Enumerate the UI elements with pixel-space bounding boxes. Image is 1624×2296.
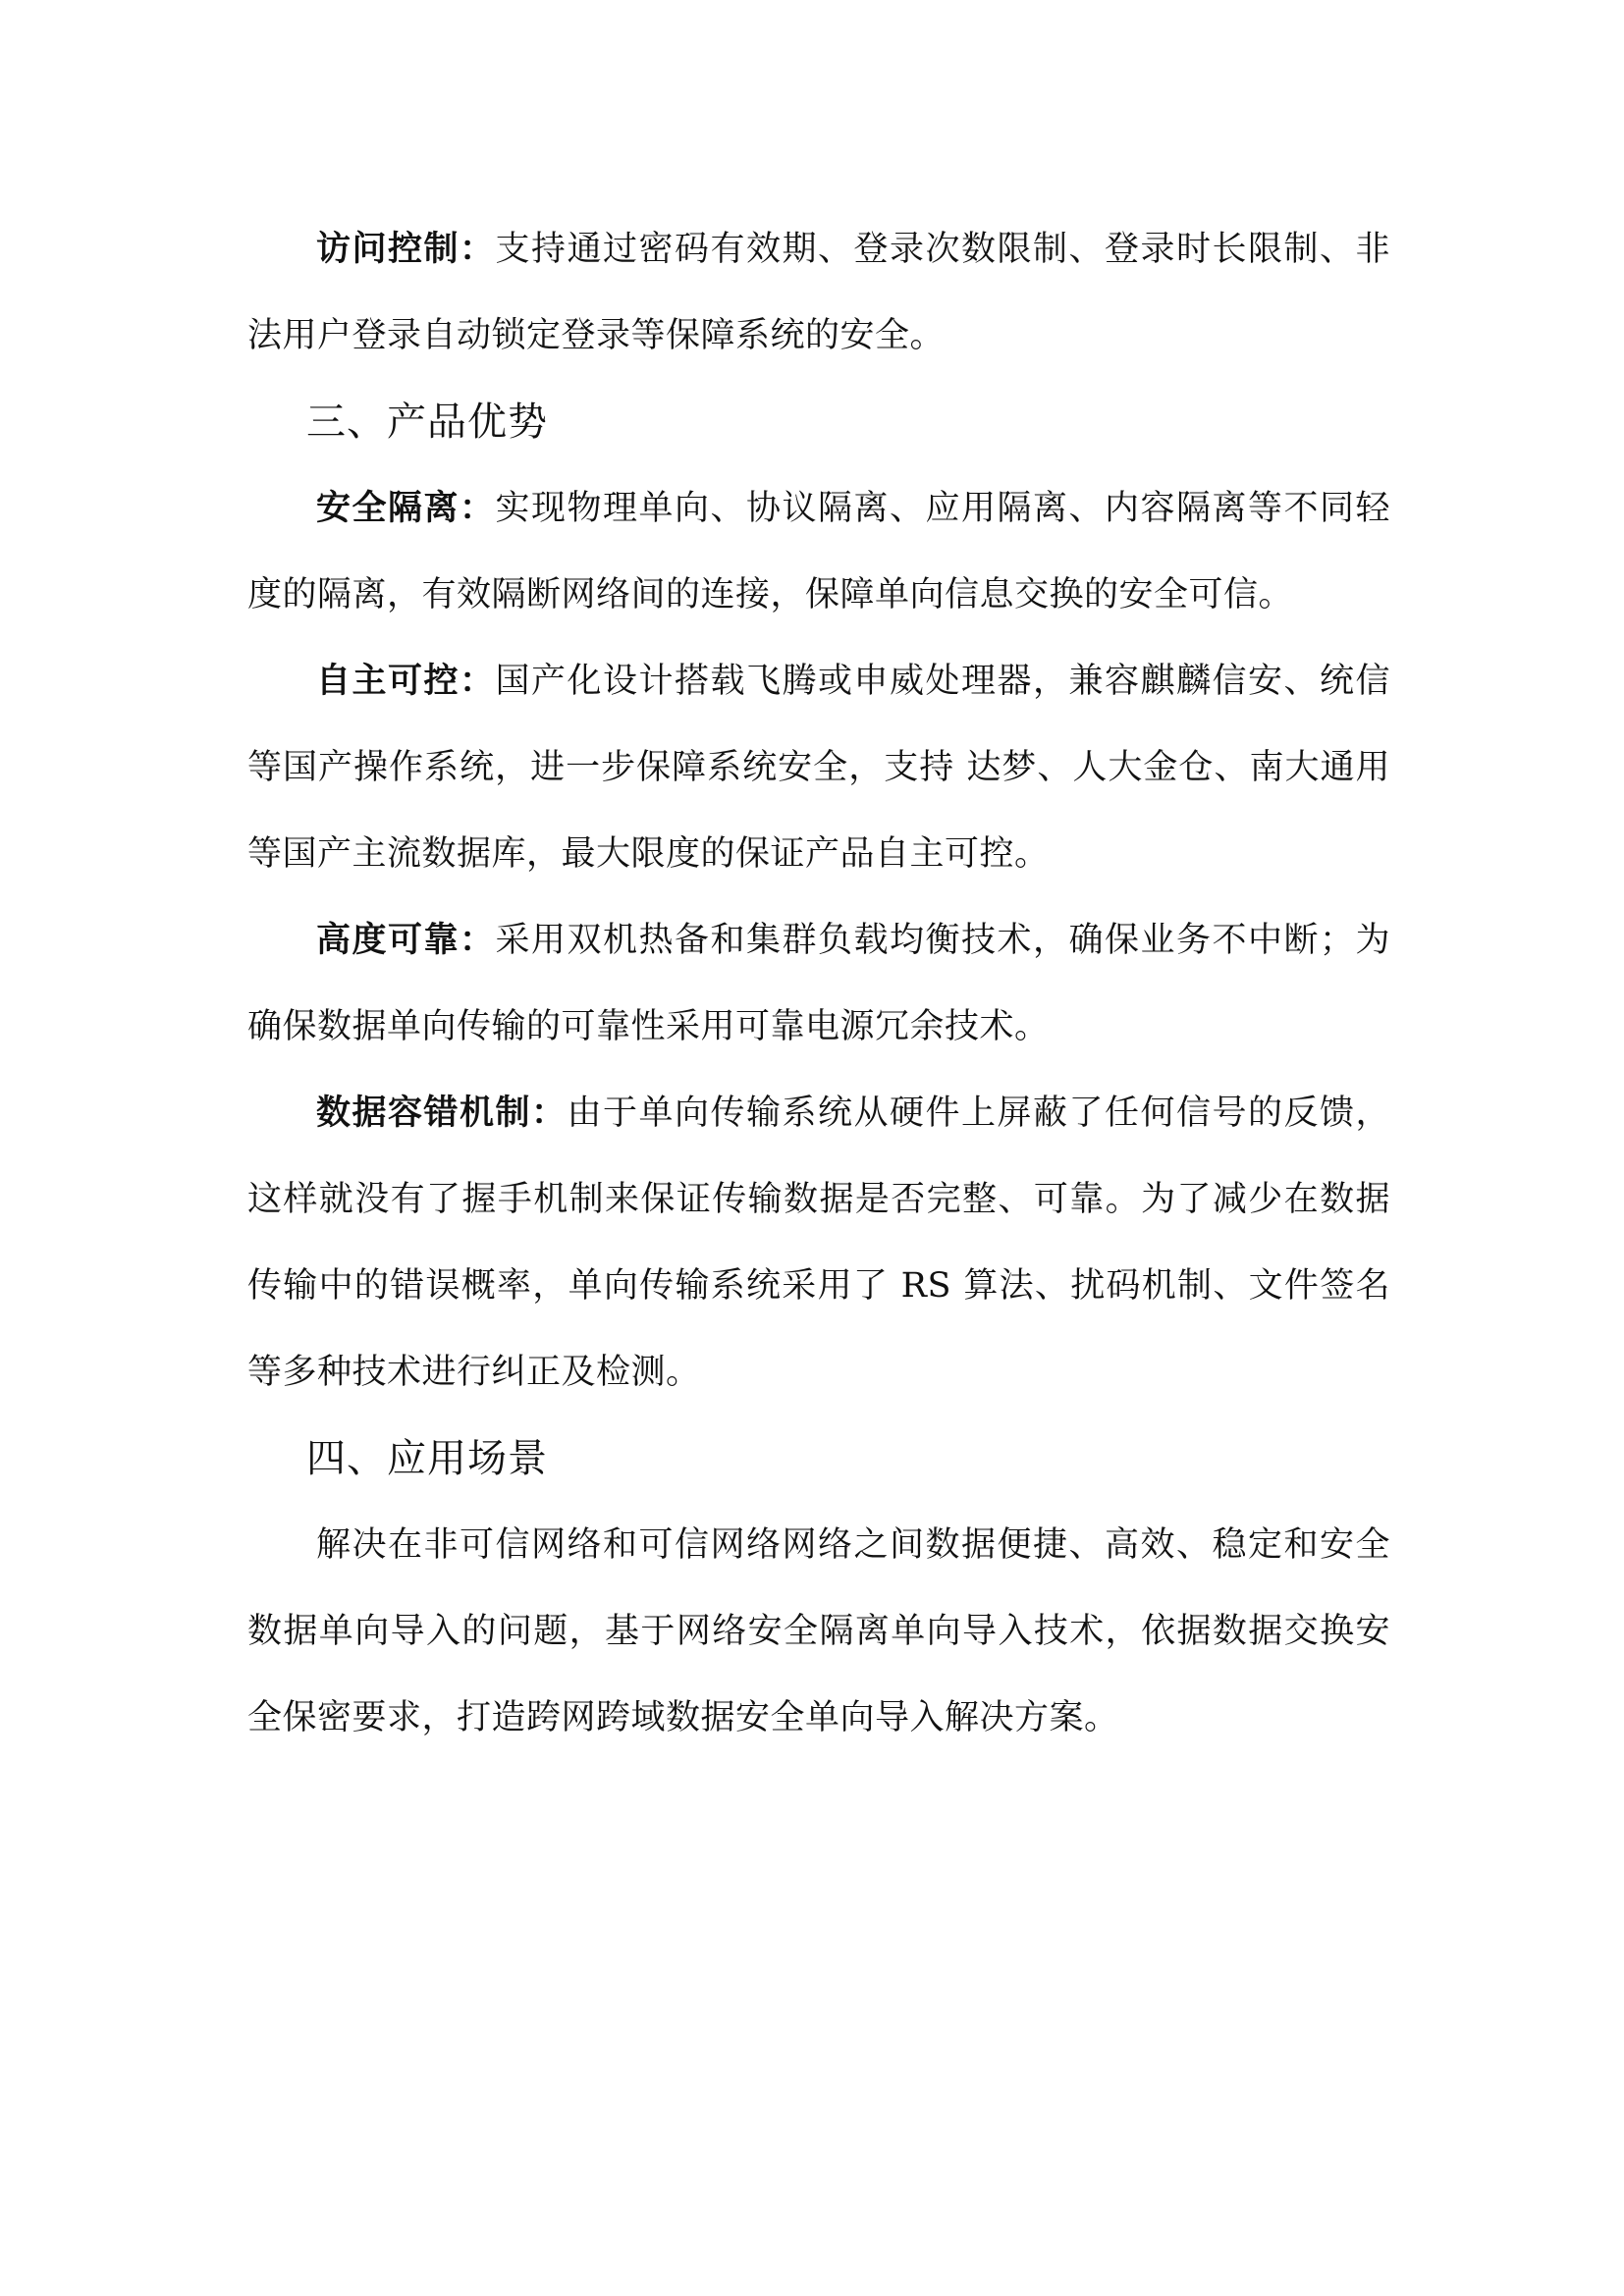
section-4-heading: 四、应用场景	[306, 1436, 548, 1481]
paragraph-autonomy	[247, 638, 1390, 897]
lead-security-isolation: 安全隔离：	[316, 489, 496, 528]
text-autonomy: 国产化设计搭载飞腾或申威处理器，兼容麒麟信安、统信等国产操作系统，进一步保障系统安全，支持 达梦、人大金仓、南大通用等国产主流数据库，最大限度的保证产品自主可控。	[247, 662, 1390, 874]
text-access-control: 支持通过密码有效期、登录次数限制、登录时长限制、非法用户登录自动锁定登录等保障系统的安全。	[247, 230, 1390, 355]
paragraph-access-control	[247, 206, 1390, 379]
lead-reliability: 高度可靠：	[316, 921, 496, 960]
lead-access-control: 访问控制：	[316, 230, 496, 269]
section-3-heading: 三、产品优势	[306, 400, 548, 445]
paragraph-fault-tolerance	[247, 1070, 1390, 1415]
lead-fault-tolerance: 数据容错机制：	[316, 1094, 568, 1133]
text-reliability: 采用双机热备和集群负载均衡技术，确保业务不中断；为确保数据单向传输的可靠性采用可靠电源冗余技术。	[247, 921, 1390, 1046]
text-fault-tolerance: 由于单向传输系统从硬件上屏蔽了任何信号的反馈，这样就没有了握手机制来保证传输数据是否完整、可靠。为了减少在数据传输中的错误概率，单向传输系统采用了 RS 算法、扰码机制、文件签名等多种技术进行纠正及检测。	[247, 1094, 1390, 1392]
paragraph-security-isolation	[247, 465, 1390, 638]
text-scenario: 解决在非可信网络和可信网络网络之间数据便捷、高效、稳定和安全数据单向导入的问题，基于网络安全隔离单向导入技术，依据数据交换安全保密要求，打造跨网跨域数据安全单向导入解决方案。	[247, 1525, 1390, 1737]
paragraph-scenario	[247, 1502, 1390, 1761]
paragraph-reliability	[247, 897, 1390, 1070]
document-page	[247, 206, 1390, 1761]
lead-autonomy: 自主可控：	[316, 662, 496, 701]
text-security-isolation: 实现物理单向、协议隔离、应用隔离、内容隔离等不同轻度的隔离，有效隔断网络间的连接，保障单向信息交换的安全可信。	[247, 489, 1390, 614]
